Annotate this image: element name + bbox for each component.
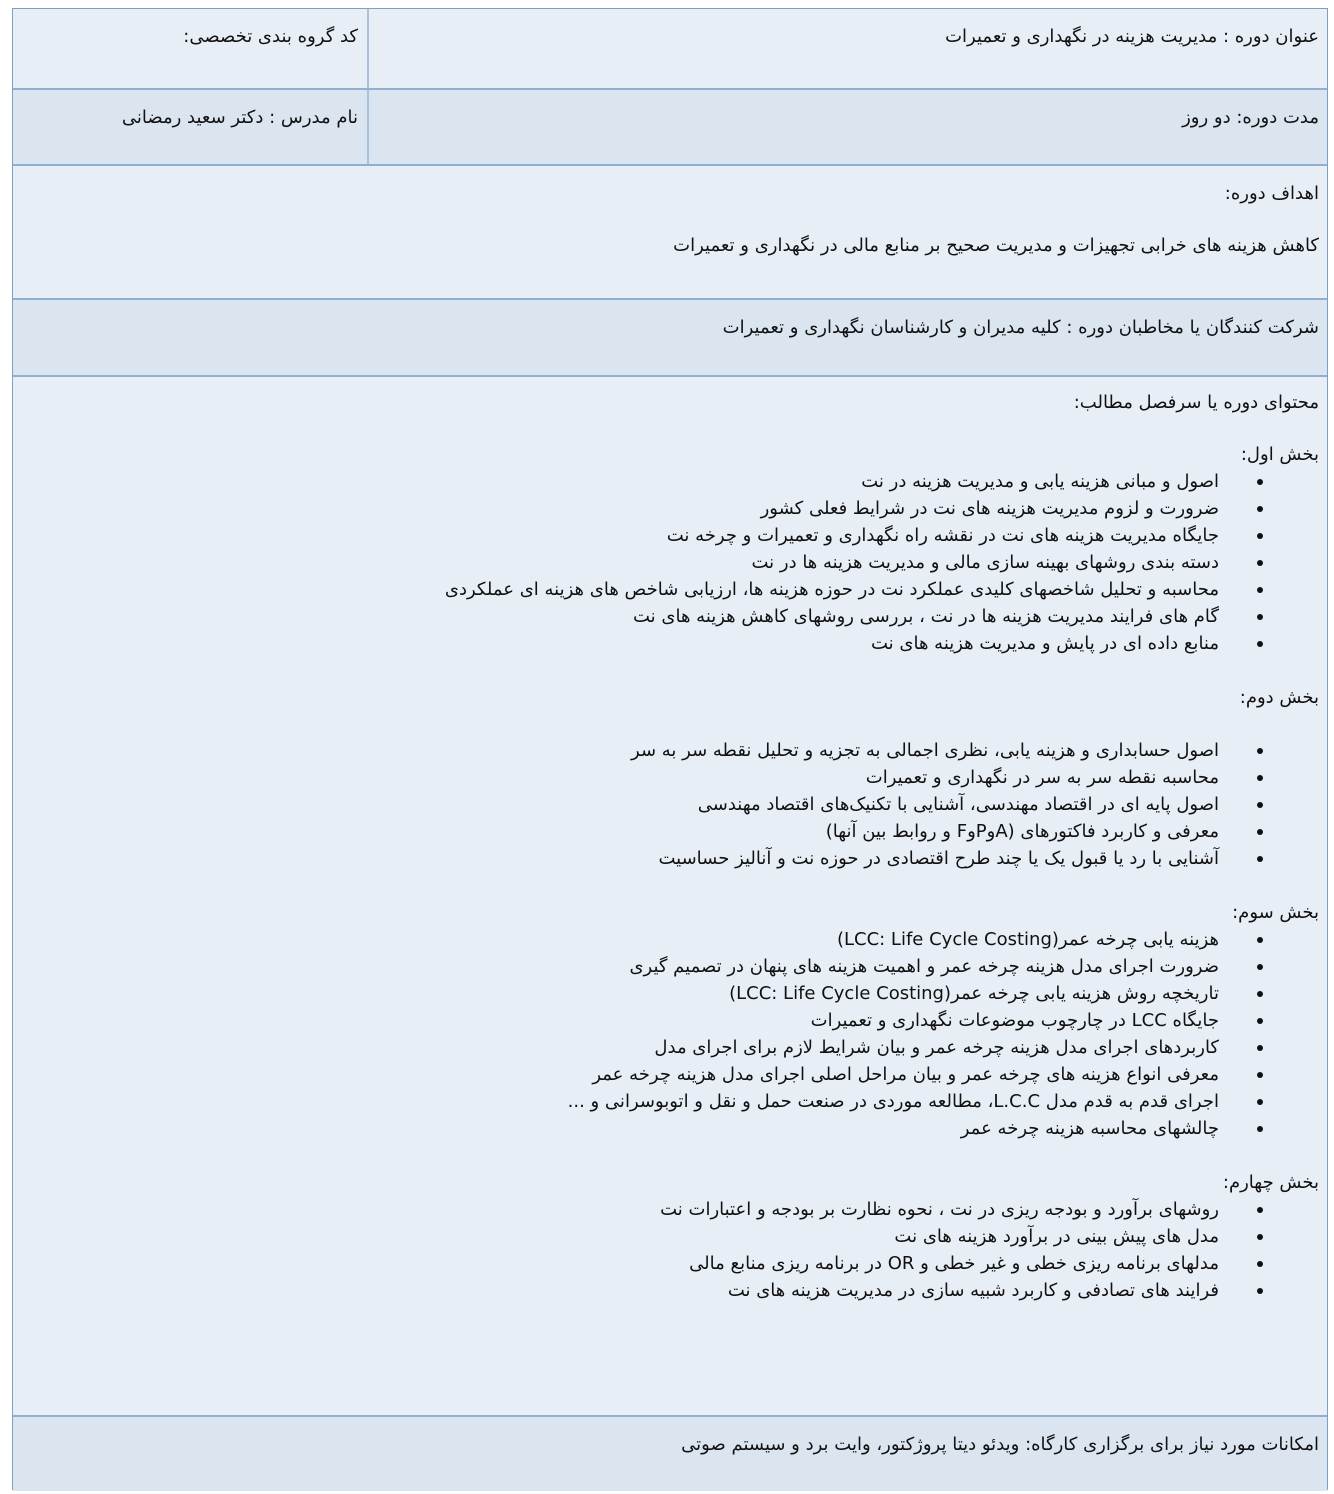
participants-text: شرکت کنندگان یا مخاطبان دوره : کلیه مدیران و کارشناسان نگهداری و تعمیرات xyxy=(722,317,1319,338)
list-item: محاسبه و تحلیل شاخصهای کلیدی عملکرد نت در حوزه هزینه ها، ارزیابی شاخص های هزینه ای عملکردی xyxy=(13,576,1271,603)
objectives-row xyxy=(13,166,1327,300)
list-item: آشنایی با رد یا قبول یک یا چند طرح اقتصادی در حوزه نت و آنالیز حساسیت xyxy=(13,845,1271,872)
title-row xyxy=(13,9,1327,90)
instructor-name: نام مدرس : دکتر سعید رمضانی xyxy=(121,107,358,128)
section-4-list xyxy=(13,1196,1271,1304)
section-2-list xyxy=(13,737,1271,872)
facilities-row xyxy=(13,1417,1327,1491)
list-item: تاریخچه روش هزینه یابی چرخه عمر(LCC: Life Cycle Costing) xyxy=(13,980,1271,1007)
list-item: منابع داده ای در پایش و مدیریت هزینه های نت xyxy=(13,630,1271,657)
list-item: معرفی انواع هزینه های چرخه عمر و بیان مراحل اصلی اجرای مدل هزینه چرخه عمر xyxy=(13,1061,1271,1088)
list-item: محاسبه نقطه سر به سر در نگهداری و تعمیرات xyxy=(13,764,1271,791)
duration-row xyxy=(13,90,1327,166)
section-1-list xyxy=(13,468,1271,657)
group-code-label: کد گروه بندی تخصصی: xyxy=(183,26,358,47)
content-heading: محتوای دوره یا سرفصل مطالب: xyxy=(1073,392,1319,413)
section-3-title: بخش سوم: xyxy=(1232,902,1319,923)
objectives-heading: اهداف دوره: xyxy=(1224,183,1319,204)
group-code-cell xyxy=(13,9,368,88)
list-item: اجرای قدم به قدم مدل L.C.C، مطالعه موردی در صنعت حمل و نقل و اتوبوسرانی و ... xyxy=(13,1088,1271,1115)
content-row xyxy=(13,377,1327,1417)
list-item: اصول پایه ای در اقتصاد مهندسی، آشنایی با تکنیک‌های اقتصاد مهندسی xyxy=(13,791,1271,818)
list-item: اصول و مبانی هزینه یابی و مدیریت هزینه در نت xyxy=(13,468,1271,495)
list-item: جایگاه LCC در چارچوب موضوعات نگهداری و تعمیرات xyxy=(13,1007,1271,1034)
list-item: مدل های پیش بینی در برآورد هزینه های نت xyxy=(13,1223,1271,1250)
list-item: اصول حسابداری و هزینه یابی، نظری اجمالی به تجزیه و تحلیل نقطه سر به سر xyxy=(13,737,1271,764)
list-item: روشهای برآورد و بودجه ریزی در نت ، نحوه نظارت بر بودجه و اعتبارات نت xyxy=(13,1196,1271,1223)
instructor-cell xyxy=(13,90,368,164)
list-item: مدلهای برنامه ریزی خطی و غیر خطی و OR در برنامه ریزی منابع مالی xyxy=(13,1250,1271,1277)
duration-cell xyxy=(366,90,1327,164)
section-4-title: بخش چهارم: xyxy=(1222,1172,1319,1193)
section-3-list xyxy=(13,926,1271,1142)
course-duration: مدت دوره: دو روز xyxy=(1182,107,1319,128)
list-item: هزینه یابی چرخه عمر(LCC: Life Cycle Costing) xyxy=(13,926,1271,953)
section-2-title: بخش دوم: xyxy=(1239,687,1319,708)
facilities-text: امکانات مورد نیاز برای برگزاری کارگاه: ویدئو دیتا پروژکتور، وایت برد و سیستم صوتی xyxy=(681,1434,1319,1455)
list-item: چالشهای محاسبه هزینه چرخه عمر xyxy=(13,1115,1271,1142)
list-item: کاربردهای اجرای مدل هزینه چرخه عمر و بیان شرایط لازم برای اجرای مدل xyxy=(13,1034,1271,1061)
course-title-cell xyxy=(366,9,1327,88)
list-item: دسته بندی روشهای بهینه سازی مالی و مدیریت هزینه ها در نت xyxy=(13,549,1271,576)
participants-row xyxy=(13,300,1327,377)
list-item: گام های فرایند مدیریت هزینه ها در نت ، بررسی روشهای کاهش هزینه های نت xyxy=(13,603,1271,630)
list-item: فرایند های تصادفی و کاربرد شبیه سازی در مدیریت هزینه های نت xyxy=(13,1277,1271,1304)
course-title: عنوان دوره : مدیریت هزینه در نگهداری و تعمیرات xyxy=(945,26,1319,47)
objectives-text: کاهش هزینه های خرابی تجهیزات و مدیریت صحیح بر منابع مالی در نگهداری و تعمیرات xyxy=(673,235,1319,256)
list-item: ضرورت و لزوم مدیریت هزینه های نت در شرایط فعلی کشور xyxy=(13,495,1271,522)
list-item: ضرورت اجرای مدل هزینه چرخه عمر و اهمیت هزینه های پنهان در تصمیم گیری xyxy=(13,953,1271,980)
section-1-title: بخش اول: xyxy=(1240,444,1319,465)
course-info-form xyxy=(12,8,1328,1490)
list-item: جایگاه مدیریت هزینه های نت در نقشه راه نگهداری و تعمیرات و چرخه نت xyxy=(13,522,1271,549)
list-item: معرفی و کاربرد فاکتورهای (AوPوF و روابط بین آنها) xyxy=(13,818,1271,845)
